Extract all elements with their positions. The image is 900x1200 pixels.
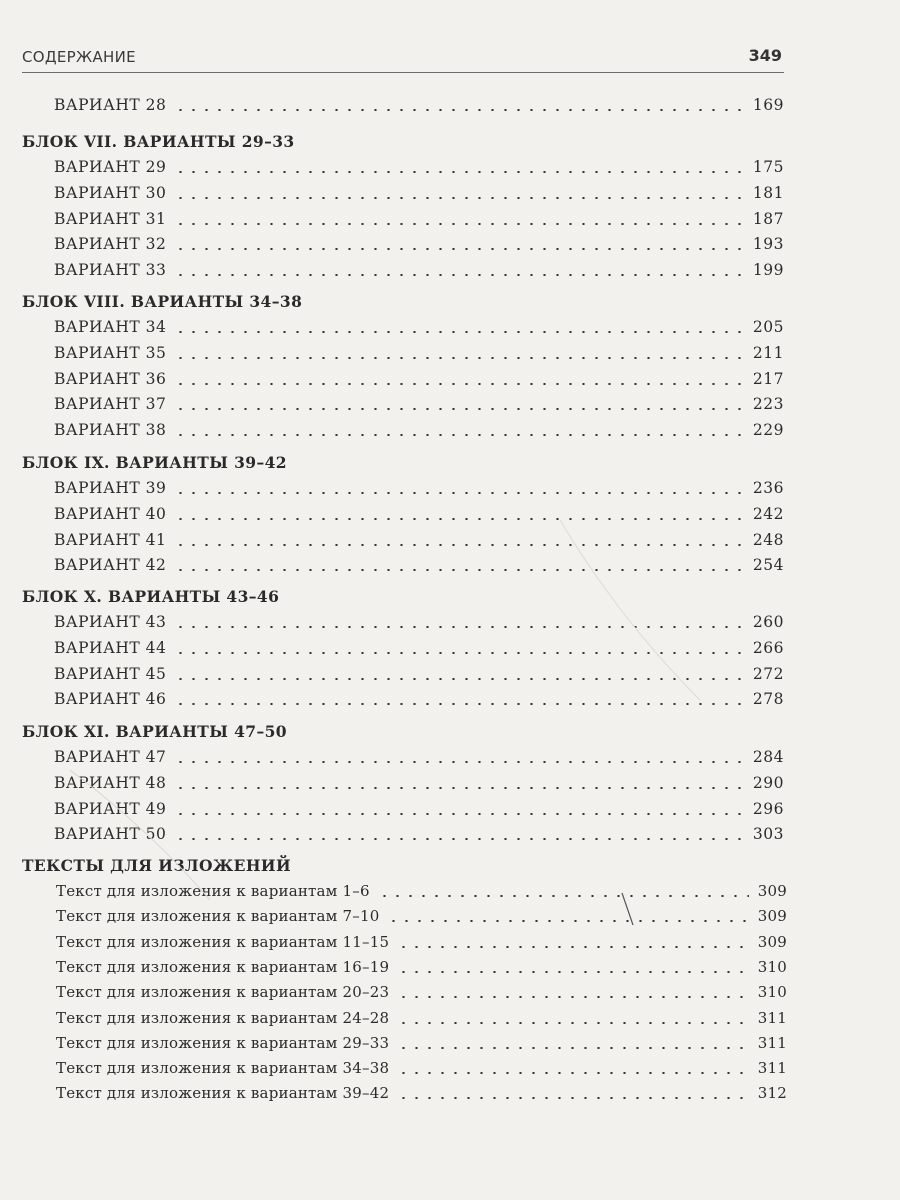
entry-label: ВАРИАНТ 33: [54, 261, 167, 280]
dot-leader: [174, 838, 745, 840]
dot-leader: [174, 223, 745, 225]
toc-entry: [56, 1034, 787, 1056]
dot-leader: [174, 109, 745, 111]
entry-label: Текст для изложения к вариантам 29–33: [56, 1033, 390, 1052]
entry-page-number: 290: [752, 773, 784, 792]
entry-label: ВАРИАНТ 42: [54, 556, 167, 575]
entry-label: ВАРИАНТ 38: [54, 421, 167, 440]
entry-label: ВАРИАНТ 45: [54, 664, 167, 683]
block-heading: БЛОК VIII. ВАРИАНТЫ 34–38: [22, 292, 303, 311]
dot-leader: [174, 434, 745, 436]
entry-page-number: 278: [752, 690, 784, 709]
dot-leader: [174, 357, 745, 359]
entry-label: ВАРИАНТ 30: [54, 183, 167, 202]
toc-entry: [54, 531, 784, 553]
entry-label: Текст для изложения к вариантам 39–42: [56, 1084, 390, 1103]
entry-label: ВАРИАНТ 36: [54, 369, 167, 388]
toc-entry: [56, 933, 787, 955]
entry-label: ВАРИАНТ 41: [54, 530, 167, 549]
page-number: 349: [748, 46, 782, 65]
entry-page-number: 310: [757, 983, 787, 1002]
dot-leader: [387, 920, 749, 922]
dot-leader: [174, 518, 745, 520]
toc-entry: [56, 1059, 787, 1081]
entry-page-number: 309: [757, 882, 787, 900]
entry-label: ВАРИАНТ 29: [54, 158, 167, 176]
entry-page-number: 309: [757, 907, 787, 926]
toc-entry: [54, 158, 784, 180]
toc-entry: [54, 235, 784, 257]
entry-label: Текст для изложения к вариантам 11–15: [56, 932, 390, 951]
dot-leader: [174, 678, 745, 680]
entry-label: Текст для изложения к вариантам 16–19: [56, 957, 390, 976]
entry-page-number: 223: [752, 395, 784, 414]
entry-label: ВАРИАНТ 46: [54, 690, 167, 709]
entry-label: ВАРИАНТ 50: [54, 825, 167, 844]
dot-leader: [397, 971, 749, 973]
entry-page-number: 260: [752, 613, 784, 631]
toc-entry: [54, 825, 784, 847]
dot-leader: [397, 1047, 749, 1049]
entry-page-number: 193: [752, 235, 784, 254]
entry-page-number: 229: [752, 421, 784, 440]
dot-leader: [174, 813, 745, 815]
entry-page-number: 254: [752, 556, 784, 575]
toc-entry: [56, 882, 787, 904]
entry-page-number: 309: [757, 932, 787, 951]
entry-page-number: 242: [752, 504, 784, 523]
entry-label: ВАРИАНТ 37: [54, 395, 167, 414]
entry-label: ВАРИАНТ 44: [54, 638, 167, 657]
dot-leader: [174, 626, 745, 628]
texts-section-heading: ТЕКСТЫ ДЛЯ ИЗЛОЖЕНИЙ: [22, 856, 292, 875]
toc-entry: [56, 1009, 787, 1031]
toc-entry: [54, 370, 784, 392]
entry-label: ВАРИАНТ 43: [54, 613, 167, 631]
toc-entry: [54, 613, 784, 635]
entry-label: ВАРИАНТ 34: [54, 318, 167, 336]
entry-label: ВАРИАНТ 48: [54, 773, 167, 792]
dot-leader: [397, 1072, 749, 1074]
entry-label: Текст для изложения к вариантам 7–10: [56, 907, 380, 926]
running-title: СОДЕРЖАНИЕ: [22, 48, 136, 66]
entry-label: ВАРИАНТ 40: [54, 504, 167, 523]
entry-label: ВАРИАНТ 35: [54, 343, 167, 362]
toc-entry: [54, 96, 784, 118]
entry-page-number: 311: [757, 1033, 787, 1052]
dot-leader: [174, 787, 745, 789]
toc-entry: [54, 748, 784, 770]
dot-leader: [174, 761, 745, 763]
entry-page-number: 248: [752, 530, 784, 549]
dot-leader: [397, 1022, 749, 1024]
entry-page-number: 181: [752, 183, 784, 202]
entry-label: ВАРИАНТ 47: [54, 748, 167, 766]
toc-entry: [54, 774, 784, 796]
dot-leader: [174, 492, 745, 494]
toc-entry: [54, 665, 784, 687]
block-heading: БЛОК VII. ВАРИАНТЫ 29–33: [22, 132, 295, 151]
toc-entry: [54, 395, 784, 417]
entry-page-number: 169: [752, 96, 784, 114]
entry-page-number: 311: [757, 1059, 787, 1078]
entry-label: Текст для изложения к вариантам 34–38: [56, 1059, 390, 1078]
entry-label: ВАРИАНТ 28: [54, 96, 167, 114]
block-heading: БЛОК IX. ВАРИАНТЫ 39–42: [22, 453, 287, 472]
entry-label: Текст для изложения к вариантам 24–28: [56, 1008, 390, 1027]
entry-label: ВАРИАНТ 31: [54, 209, 167, 228]
entry-page-number: 311: [757, 1008, 787, 1027]
dot-leader: [174, 383, 745, 385]
toc-entry: [54, 800, 784, 822]
toc-entry: [54, 318, 784, 340]
entry-page-number: 211: [752, 343, 784, 362]
toc-entry: [56, 907, 787, 929]
entry-page-number: 175: [752, 158, 784, 176]
dot-leader: [174, 408, 745, 410]
toc-entry: [54, 479, 784, 501]
dot-leader: [174, 569, 745, 571]
entry-label: Текст для изложения к вариантам 20–23: [56, 983, 390, 1002]
dot-leader: [378, 895, 749, 897]
dot-leader: [174, 274, 745, 276]
toc-entry: [54, 184, 784, 206]
entry-label: ВАРИАНТ 39: [54, 479, 167, 497]
dot-leader: [397, 946, 749, 948]
toc-entry: [54, 421, 784, 443]
dot-leader: [174, 248, 745, 250]
entry-page-number: 284: [752, 748, 784, 766]
toc-entry: [54, 690, 784, 712]
toc-entry: [56, 958, 787, 980]
block-heading: БЛОК XI. ВАРИАНТЫ 47–50: [22, 722, 287, 741]
dot-leader: [174, 652, 745, 654]
entry-label: Текст для изложения к вариантам 1–6: [56, 882, 370, 900]
dot-leader: [174, 171, 745, 173]
entry-page-number: 303: [752, 825, 784, 844]
dot-leader: [174, 331, 745, 333]
entry-page-number: 312: [757, 1084, 787, 1103]
entry-page-number: 217: [752, 369, 784, 388]
entry-page-number: 187: [752, 209, 784, 228]
running-header: [22, 46, 784, 73]
entry-page-number: 266: [752, 638, 784, 657]
toc-entry: [54, 210, 784, 232]
toc-entry: [56, 983, 787, 1005]
entry-page-number: 296: [752, 799, 784, 818]
toc-entry: [54, 505, 784, 527]
entry-page-number: 199: [752, 261, 784, 280]
dot-leader: [174, 703, 745, 705]
entry-page-number: 310: [757, 957, 787, 976]
dot-leader: [174, 197, 745, 199]
entry-label: ВАРИАНТ 32: [54, 235, 167, 254]
block-heading: БЛОК X. ВАРИАНТЫ 43–46: [22, 587, 280, 606]
toc-entry: [54, 344, 784, 366]
dot-leader: [397, 996, 749, 998]
entry-label: ВАРИАНТ 49: [54, 799, 167, 818]
toc-entry: [54, 261, 784, 283]
entry-page-number: 272: [752, 664, 784, 683]
dot-leader: [174, 544, 745, 546]
dot-leader: [397, 1097, 749, 1099]
toc-entry: [56, 1084, 787, 1106]
entry-page-number: 205: [752, 318, 784, 336]
entry-page-number: 236: [752, 479, 784, 497]
toc-entry: [54, 639, 784, 661]
toc-entry: [54, 556, 784, 578]
